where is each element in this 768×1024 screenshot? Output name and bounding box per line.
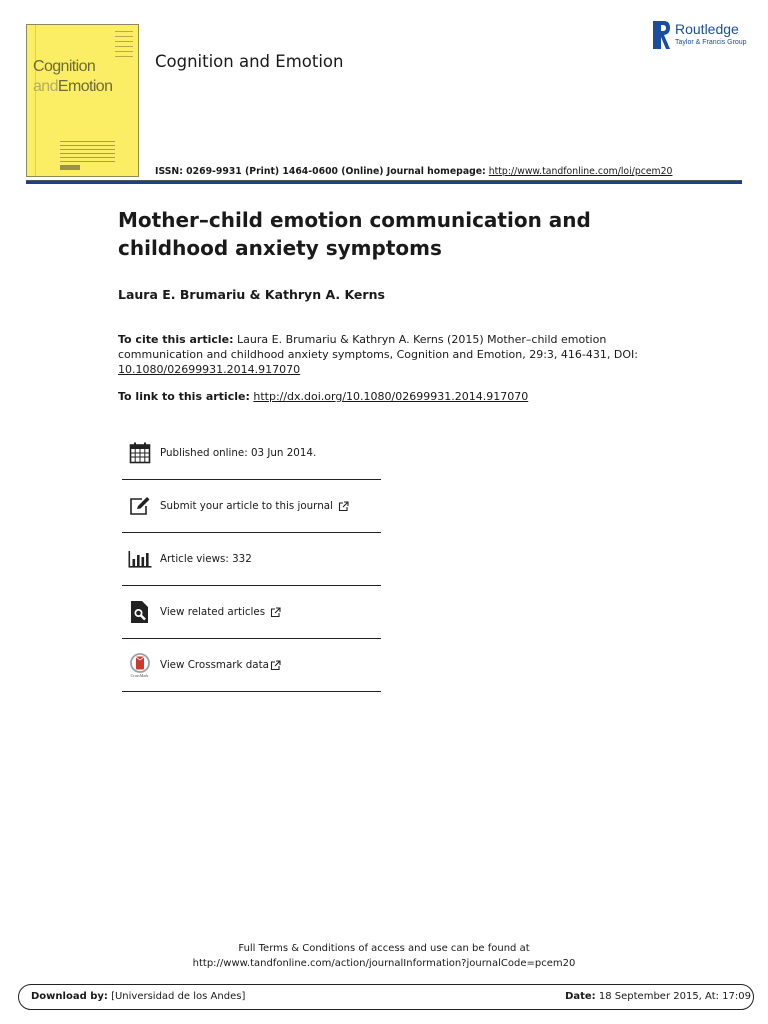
issn-line: ISSN: 0269-9931 (Print) 1464-0600 (Online) Journal homepage: http://www.tandfonline.com/loi/pcem20 [155, 166, 673, 177]
external-link-icon [270, 607, 281, 618]
article-views-row [122, 533, 381, 586]
published-online-text: Published online: 03 Jun 2014. [160, 447, 317, 459]
submit-article-link[interactable]: Submit your article to this journal [160, 500, 333, 512]
routledge-logo-icon [653, 21, 671, 49]
journal-cover-image [26, 24, 139, 177]
related-articles-row[interactable] [122, 586, 381, 639]
cite-doi-link[interactable]: 10.1080/02699931.2014.917070 [118, 363, 301, 376]
crossmark-link[interactable]: View Crossmark data [160, 659, 269, 671]
external-link-icon [270, 660, 281, 671]
citation-block [118, 332, 658, 377]
download-footer [18, 984, 754, 1010]
external-link-icon [338, 501, 349, 512]
journal-homepage-link[interactable]: http://www.tandfonline.com/loi/pcem20 [488, 166, 673, 177]
submit-article-row[interactable] [122, 480, 381, 533]
crossmark-caption: CrossMark [130, 672, 149, 678]
article-info-list [122, 427, 381, 692]
bar-chart-icon [127, 547, 152, 572]
document-search-icon [127, 600, 152, 625]
article-views-text: Article views: 332 [160, 553, 252, 565]
cite-label: To cite this article: [118, 333, 234, 346]
terms-url[interactable]: http://www.tandfonline.com/action/journalInformation?journalCode=pcem20 [192, 958, 576, 969]
crossmark-icon [127, 653, 152, 678]
calendar-icon [127, 441, 152, 466]
crossmark-row[interactable] [122, 639, 381, 692]
published-online-row [122, 427, 381, 480]
edit-icon [127, 494, 152, 519]
download-info: Download by: [Universidad de los Andes] [31, 991, 246, 1002]
download-date: Date: 18 September 2015, At: 17:09 [565, 991, 751, 1002]
article-title: Mother–child emotion communication and childhood anxiety symptoms [118, 208, 591, 260]
article-authors: Laura E. Brumariu & Kathryn A. Kerns [118, 287, 385, 302]
related-articles-link[interactable]: View related articles [160, 606, 266, 618]
article-link-block [118, 389, 528, 404]
journal-name: Cognition and Emotion [155, 52, 344, 71]
publisher-name: Routledge [675, 21, 739, 37]
article-doi-link[interactable]: http://dx.doi.org/10.1080/02699931.2014.917070 [253, 390, 529, 403]
link-label: To link to this article: [118, 390, 250, 403]
cover-title: Cognition andEmotion [33, 58, 113, 95]
publisher-subtitle: Taylor & Francis Group [675, 39, 747, 46]
terms-line-1: Full Terms & Conditions of access and use can be found at [238, 943, 530, 954]
cite-text: Laura E. Brumariu & Kathryn A. Kerns (2015) Mother–child emotion communication and childhood anxiety symptoms, Cognition and Emotion, 29:3, 416-431, DOI: [118, 333, 638, 361]
header-accent-rule [26, 181, 742, 184]
